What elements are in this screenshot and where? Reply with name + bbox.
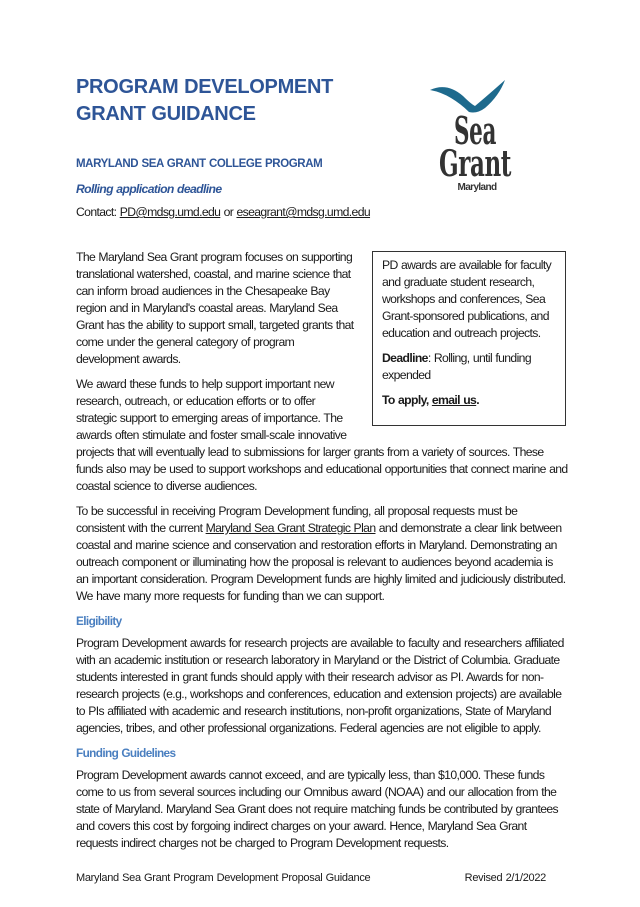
apply-end: . [476, 393, 479, 407]
header [0, 0, 640, 249]
success-paragraph [76, 503, 568, 605]
funding-heading: Funding Guidelines [76, 746, 176, 760]
svg-text:Sea: Sea [454, 108, 496, 153]
eligibility-text: Program Development awards for research projects are available to faculty and researchers affiliated with an academic institution or research laboratory in Maryland or the District of Columbia. Graduate students interested in grant funds should apply with their research advisor as PI. Awards for non-research projects (e.g., workshops and conferences, education and extension projects) are available to PIs affiliated with academic and research institutions, non-profit organizations, State of Maryland agencies, tribes, and other professional organizations. Federal agencies are not eligible to apply. [76, 636, 564, 735]
email-us-link[interactable]: email us [431, 393, 477, 407]
svg-text:Grant: Grant [439, 143, 512, 185]
funding-text: Program Development awards cannot exceed, and are typically less, than $10,000. These funds come to us from several sources including our Omnibus award (NOAA) and our allocation from the state of Maryland. Maryland Sea Grant does not require matching funds be contributed by grantees and covers this cost by forgoing indirect charges on your award. Hence, Maryland Sea Grant requests indirect charges not be charged to Program Development requests. [76, 768, 559, 850]
summary-box [372, 251, 566, 426]
apply-label: To apply, [382, 393, 432, 407]
main-content [76, 249, 568, 852]
footer-revised: Revised 2/1/2022 [464, 872, 546, 884]
success-text-b: and demonstrate a clear link between coastal and marine science and conservation and restoration efforts in Maryland. Demonstrating an outreach component or illuminating how the proposal is relevant to audiences beyond academia is an important consideration. Program Development funds are highly limited and judiciously distributed. We have many more requests for funding than we can support. [76, 521, 566, 603]
rolling-deadline: Rolling application deadline [76, 182, 222, 196]
box-text: PD awards are available for faculty and graduate student research, workshops and conferences, Sea Grant-sponsored publications, and education and outreach projects. [382, 258, 552, 340]
strategic-plan-link[interactable]: Maryland Sea Grant Strategic Plan [205, 521, 376, 535]
eligibility-heading: Eligibility [76, 614, 122, 628]
page-title: PROGRAM DEVELOPMENT GRANT GUIDANCE [76, 76, 334, 125]
email-link-pd[interactable]: PD@mdsg.umd.edu [119, 205, 221, 219]
sea-grant-logo [425, 78, 525, 193]
footer-title: Maryland Sea Grant Program Development Proposal Guidance [76, 872, 371, 884]
contact-line [76, 204, 370, 221]
intro-paragraph: The Maryland Sea Grant program focuses on supporting translational watershed, coastal, and marine science that can inform broad audiences in the Chesapeake Bay region and in Maryland's coastal areas. Maryland Sea Grant has the ability to support small, targeted grants that come under the general category of program development awards. [76, 250, 354, 366]
contact-or: or [220, 205, 237, 219]
svg-text:Maryland: Maryland [457, 182, 497, 193]
email-link-eseagrant[interactable]: eseagrant@mdsg.umd.edu [236, 205, 371, 219]
org-heading: MARYLAND SEA GRANT COLLEGE PROGRAM [76, 158, 323, 170]
deadline-label: Deadline [382, 351, 428, 365]
deadline-text: : Rolling, until funding expended [382, 351, 531, 382]
contact-label: Contact: [76, 205, 120, 219]
deadline-line [382, 350, 556, 384]
success-text-a: To be successful in receiving Program Development funding, all proposal requests must be consistent with the current [76, 504, 518, 535]
footer [76, 870, 546, 907]
apply-line [382, 392, 556, 409]
award-paragraph: We award these funds to help support important new research, outreach, or education efforts or to offer strategic support to emerging areas of importance. The awards often stimulate and foster small-scale innovative projects that will eventually lead to submissions for larger grants from a variety of sources. These funds also may be used to support workshops and educational opportunities that connect marine and coastal science to diverse audiences. [76, 377, 568, 493]
